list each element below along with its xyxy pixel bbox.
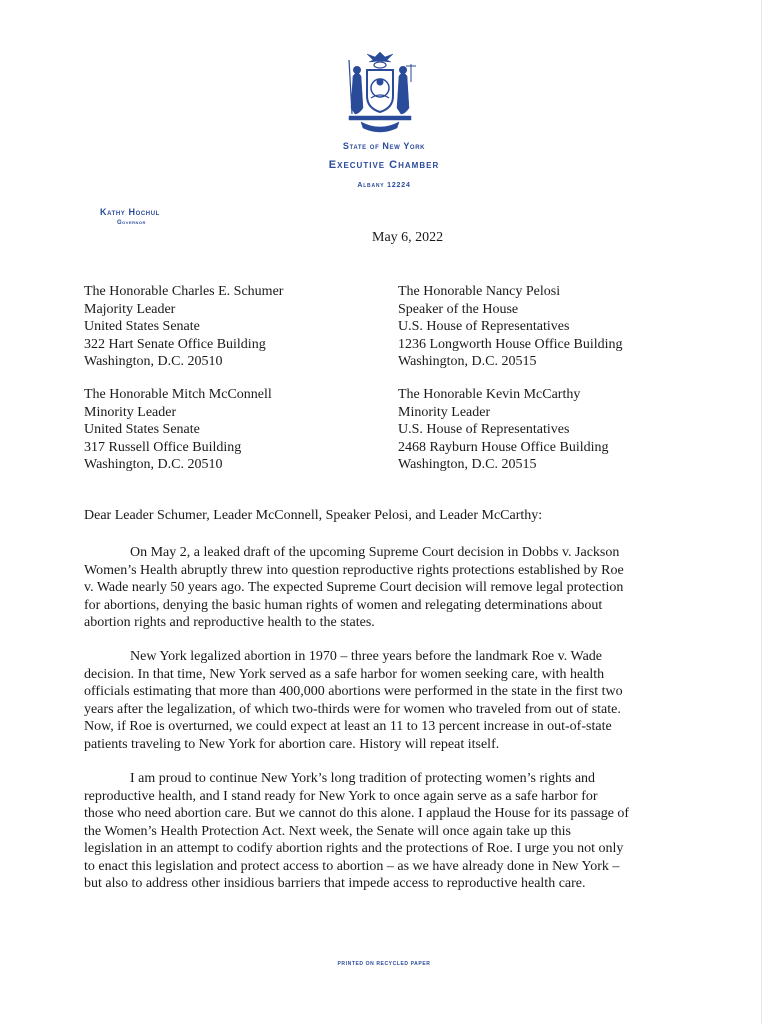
paragraph-line: years after the legalization, of which two-thirds were for women who traveled from out of state. [84,701,621,717]
address-line: Washington, D.C. 20510 [84,354,223,369]
recipient-address-schumer [84,283,283,371]
address-line: Washington, D.C. 20510 [84,457,223,472]
address-line: 322 Hart Senate Office Building [84,336,266,352]
address-line: United States Senate [84,319,200,334]
address-line: Washington, D.C. 20515 [398,354,537,369]
paragraph-line: to enact this legislation and protect access to abortion – as we have already done in New York – [84,858,620,874]
letter-date: May 6, 2022 [372,230,444,245]
paragraph-line: v. Wade nearly 50 years ago. The expected Supreme Court decision will remove legal protection [84,580,624,595]
governor-title: Governor [117,220,146,226]
body-paragraph-1 [84,544,684,632]
governor-name: Kathy Hochul [100,207,160,217]
address-line: Minority Leader [398,404,491,420]
paragraph-line: legislation in an attempt to codify abortion rights and the protections of Roe. I urge you not only [84,841,624,856]
address-line: Minority Leader [84,404,177,420]
paragraph-line: patients traveling to New York for abortion care. History will repeat itself. [84,736,500,752]
address-line: United States Senate [84,422,200,437]
paragraph-line: Now, if Roe is overturned, we could expect at least an 11 to 13 percent increase in out-of-state [84,719,612,734]
paragraph-line: Women’s Health abruptly threw into question reproductive rights protections established by Roe [84,562,624,578]
paragraph-line: I am proud to continue New York’s long tradition of protecting women’s rights and [130,771,596,786]
address-line: 2468 Rayburn House Office Building [398,439,609,455]
address-line: 1236 Longworth House Office Building [398,336,623,352]
address-line: The Honorable Nancy Pelosi [398,284,561,299]
body-paragraph-2 [84,648,684,753]
address-line: The Honorable Charles E. Schumer [84,284,284,299]
address-line: U.S. House of Representatives [398,422,570,437]
address-line: 317 Russell Office Building [84,439,242,455]
paragraph-line: officials estimating that more than 400,000 abortions were performed in the state in the first two [84,684,623,699]
address-line: U.S. House of Representatives [398,319,570,334]
recycled-paper-footer: PRINTED ON RECYCLED PAPER [337,961,431,967]
paragraph-line: but also to address other insidious barriers that impede access to reproductive health care. [84,876,586,891]
new-york-state-seal-icon [339,48,421,134]
paragraph-line: On May 2, a leaked draft of the upcoming Supreme Court decision in Dobbs v. Jackson [130,545,620,560]
address-line: Washington, D.C. 20515 [398,457,537,472]
body-paragraph-3 [84,770,684,893]
recipient-address-mccarthy [398,386,609,474]
address-line: The Honorable Mitch McConnell [84,387,272,402]
paragraph-line: for abortions, denying the basic human rights of women and relegating determinations about [84,597,603,613]
paragraph-line: those who need abortion care. But we cannot do this alone. I applaud the House for its passage of [84,806,630,821]
recipient-address-mcconnell [84,386,272,474]
recipient-address-pelosi [398,283,623,371]
address-line: Majority Leader [84,301,176,317]
letterhead-city: Albany 12224 [357,182,411,189]
address-line: The Honorable Kevin McCarthy [398,387,581,402]
salutation: Dear Leader Schumer, Leader McConnell, Speaker Pelosi, and Leader McCarthy: [84,508,543,523]
page-edge [761,0,762,1024]
paragraph-line: abortion rights and reproductive health to the states. [84,615,375,630]
paragraph-line: New York legalized abortion in 1970 – three years before the landmark Roe v. Wade [130,649,603,664]
paragraph-line: decision. In that time, New York served as a safe harbor for women seeking care, with health [84,666,605,682]
paragraph-line: the Women’s Health Protection Act. Next week, the Senate will once again take up this [84,823,571,839]
letterhead-state: State of New York [342,141,426,151]
letterhead-chamber: Executive Chamber [328,159,440,171]
address-line: Speaker of the House [398,301,519,317]
paragraph-line: reproductive health, and I stand ready for New York to once again serve as a safe harbor for [84,788,598,804]
